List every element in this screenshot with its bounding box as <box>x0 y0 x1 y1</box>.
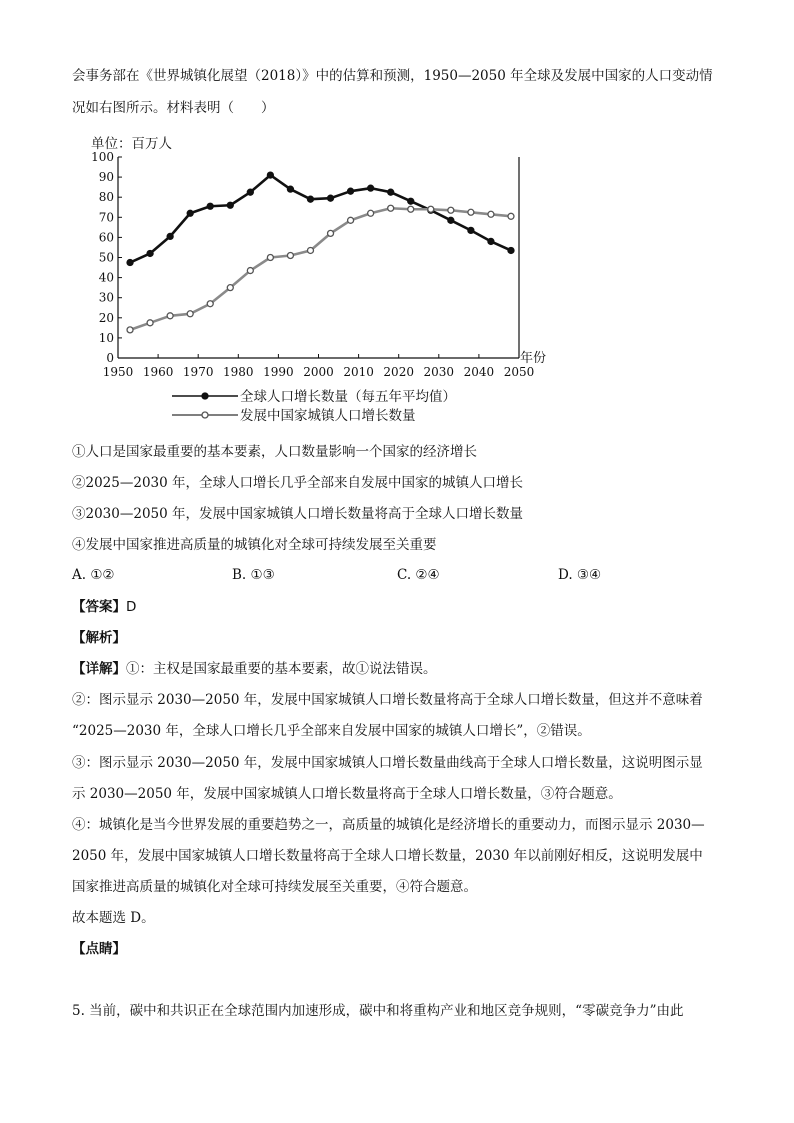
x-tick-label: 1970 <box>182 365 214 379</box>
series-2-point <box>307 247 313 253</box>
analysis-tag: 【解析】 <box>72 630 126 646</box>
series-2-point <box>207 301 213 307</box>
x-tick-label: 2010 <box>343 365 374 379</box>
x-tick-label: 2020 <box>383 365 414 379</box>
series-1-point <box>348 188 354 194</box>
x-tick-label: 2030 <box>423 365 455 379</box>
series-2-point <box>287 252 293 258</box>
x-axis-title: 年份 <box>520 351 547 366</box>
series-2-point <box>468 209 474 215</box>
option-c[interactable]: C. ②④ <box>397 567 440 583</box>
detail-p2b: “2025—2030 年，全球人口增长几乎全部来自发展中国家的城镇人口增长”，②错误。 <box>72 723 591 739</box>
detail-line-1 <box>72 659 437 679</box>
series-1-point <box>368 185 374 191</box>
series-2-point <box>368 210 374 216</box>
y-tick-label: 90 <box>98 170 114 185</box>
statement-4: ④发展中国家推进高质量的城镇化对全球可持续发展至关重要 <box>72 537 437 553</box>
series-1-point <box>448 217 454 223</box>
legend-marker-2 <box>202 412 208 418</box>
detail-p1: ①：主权是国家最重要的基本要素，故①说法错误。 <box>126 661 437 677</box>
statement-3: ③2030—2050 年，发展中国家城镇人口增长数量将高于全球人口增长数量 <box>72 506 524 522</box>
series-1-point <box>388 189 394 195</box>
y-tick-label: 30 <box>98 290 114 305</box>
x-tick-label: 1980 <box>223 365 254 379</box>
series-2-point <box>388 205 394 211</box>
series-2-point <box>187 311 193 317</box>
y-tick-label: 20 <box>98 310 114 325</box>
series-1-point <box>207 203 213 209</box>
series-2-point <box>247 268 253 274</box>
detail-p2a: ②：图示显示 2030—2050 年，发展中国家城镇人口增长数量将高于全球人口增长数量，但这并不意味着 <box>72 692 703 708</box>
next-question-line: 5. 当前，碳中和共识正在全球范围内加速形成，碳中和将重构产业和地区竞争规则，“零碳竞争力”由此 <box>72 1003 684 1019</box>
detail-p3b: 示 2030—2050 年，发展中国家城镇人口增长数量将高于全球人口增长数量，③符合题意。 <box>72 786 622 802</box>
answer-value: D <box>126 599 137 615</box>
legend-label-1: 全球人口增长数量（每五年平均值） <box>240 389 456 405</box>
series-1-point <box>127 260 133 266</box>
intro-line-1: 会事务部在《世界城镇化展望（2018）》中的估算和预测，1950—2050 年全球及发展中国家的人口变动情 <box>72 68 713 84</box>
chart-series <box>127 172 514 333</box>
y-tick-label: 40 <box>98 270 114 285</box>
y-tick-label: 50 <box>98 250 114 265</box>
answer-line <box>72 597 136 617</box>
series-2-point <box>328 230 334 236</box>
series-1-point <box>488 238 494 244</box>
series-1-point <box>328 195 334 201</box>
x-tick-label: 2000 <box>303 365 334 379</box>
series-1-point <box>468 227 474 233</box>
detail-p4b: 2050 年，发展中国家城镇人口增长数量将高于全球人口增长数量，2030 年以前刚好相反，这说明发展中 <box>72 848 703 864</box>
option-a[interactable]: A. ①② <box>72 567 115 583</box>
y-tick-label: 60 <box>98 230 114 245</box>
series-1-point <box>167 233 173 239</box>
detail-p3a: ③：图示显示 2030—2050 年，发展中国家城镇人口增长数量曲线高于全球人口增长数量，这说明图示显 <box>72 755 703 771</box>
series-2-point <box>227 285 233 291</box>
detail-p4c: 国家推进高质量的城镇化对全球可持续发展至关重要，④符合题意。 <box>72 879 477 895</box>
series-2-point <box>348 217 354 223</box>
series-1-point <box>408 198 414 204</box>
statement-2: ②2025—2030 年，全球人口增长几乎全部来自发展中国家的城镇人口增长 <box>72 475 524 491</box>
analysis-heading <box>72 628 126 648</box>
detail-tag: 【详解】 <box>72 661 126 677</box>
legend-marker-1 <box>202 393 208 399</box>
series-1-point <box>267 172 273 178</box>
series-2-point <box>508 213 514 219</box>
chart-legend <box>172 388 456 424</box>
series-2-point <box>408 206 414 212</box>
chart-axes <box>91 136 546 379</box>
population-chart <box>0 0 794 440</box>
comment-tag: 【点睛】 <box>72 941 126 957</box>
x-tick-label: 1990 <box>263 365 294 379</box>
answer-tag: 【答案】 <box>72 599 126 615</box>
legend-label-2: 发展中国家城镇人口增长数量 <box>240 408 416 424</box>
series-2-point <box>267 255 273 261</box>
series-1-point <box>287 186 293 192</box>
x-tick-label: 2050 <box>503 365 535 379</box>
series-2-point <box>147 320 153 326</box>
series-1-point <box>227 202 233 208</box>
comment-heading <box>72 939 126 959</box>
series-2-point <box>428 206 434 212</box>
series-1-point <box>508 247 514 253</box>
y-tick-label: 10 <box>98 330 114 345</box>
series-2-point <box>127 327 133 333</box>
y-tick-label: 0 <box>106 351 114 365</box>
series-2-point <box>488 211 494 217</box>
x-tick-label: 1950 <box>102 365 134 379</box>
x-tick-label: 1960 <box>142 365 174 379</box>
series-1-point <box>187 210 193 216</box>
series-2-point <box>167 313 173 319</box>
y-tick-label: 70 <box>98 210 114 225</box>
option-b[interactable]: B. ①③ <box>232 567 275 583</box>
statement-1: ①人口是国家最重要的基本要素，人口数量影响一个国家的经济增长 <box>72 444 477 460</box>
detail-p4a: ④：城镇化是当今世界发展的重要趋势之一，高质量的城镇化是经济增长的重要动力，而图示显示 2030— <box>72 817 705 833</box>
series-line-2 <box>130 208 511 330</box>
intro-line-2: 况如右图所示。材料表明（ ） <box>72 100 275 116</box>
series-1-point <box>247 189 253 195</box>
series-1-point <box>307 196 313 202</box>
option-d[interactable]: D. ③④ <box>558 567 602 583</box>
x-tick-label: 2040 <box>463 365 495 379</box>
chart-unit-label: 单位：百万人 <box>91 136 172 152</box>
y-tick-label: 100 <box>91 150 114 164</box>
y-tick-label: 80 <box>98 190 114 205</box>
series-1-point <box>147 250 153 256</box>
series-2-point <box>448 207 454 213</box>
detail-conclusion: 故本题选 D。 <box>72 910 155 926</box>
